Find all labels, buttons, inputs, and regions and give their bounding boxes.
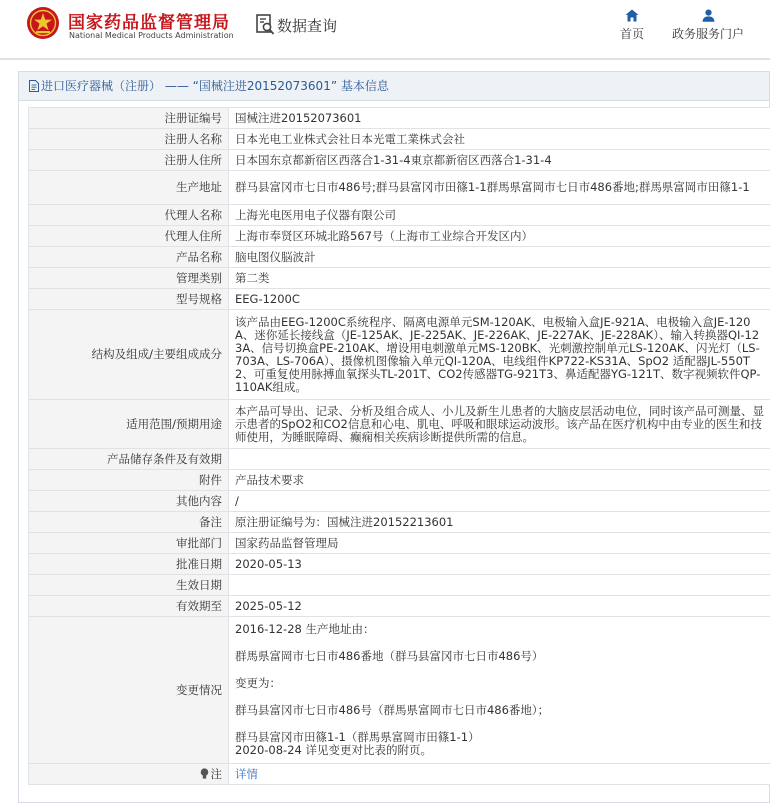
table-row [29, 596, 770, 617]
row-label: 代理人名称 [29, 205, 229, 226]
row-label: 代理人住所 [29, 226, 229, 247]
table-row [29, 575, 770, 596]
table-row [29, 400, 770, 449]
row-value: 群马县富冈市七日市486号;群马县富冈市田篠1-1群馬県富岡市七日市486番地;群馬県富岡市田篠1-1 [229, 171, 770, 205]
table-row [29, 310, 770, 400]
table-row-note [29, 764, 770, 785]
row-label: 附件 [29, 470, 229, 491]
row-value: EEG-1200C [229, 289, 770, 310]
site-title-en: National Medical Products Administration [69, 31, 234, 40]
row-label: 生效日期 [29, 575, 229, 596]
row-label: 注册人住所 [29, 150, 229, 171]
table-row [29, 247, 770, 268]
table-row [29, 205, 770, 226]
emblem-logo-icon [26, 6, 60, 40]
row-value: 第二类 [229, 268, 770, 289]
site-header [0, 0, 770, 58]
row-label: 管理类别 [29, 268, 229, 289]
row-value: 2025-05-12 [229, 596, 770, 617]
row-label: 适用范围/预期用途 [29, 400, 229, 449]
table-row [29, 171, 770, 205]
search-document-icon [256, 14, 275, 36]
row-value: 原注册证编号为：国械注进20152213601 [229, 512, 770, 533]
row-label: 产品名称 [29, 247, 229, 268]
change-line: 2016-12-28 生产地址由： [235, 622, 375, 636]
table-row [29, 129, 770, 150]
row-label: 产品储存条件及有效期 [29, 449, 229, 470]
change-line: 群馬県富岡市七日市486番地（群马县富冈市七日市486号） [235, 649, 544, 663]
row-label: 审批部门 [29, 533, 229, 554]
table-row [29, 108, 770, 129]
table-row [29, 268, 770, 289]
row-value: 上海市奉贤区环城北路567号（上海市工业综合开发区内） [229, 226, 770, 247]
site-title-cn: 国家药品监督管理局 [68, 13, 230, 33]
registration-info-table [28, 107, 770, 785]
row-value [229, 575, 770, 596]
table-row [29, 533, 770, 554]
header-divider [0, 58, 770, 60]
row-value: 上海光电医用电子仪器有限公司 [229, 205, 770, 226]
change-line: 群马县富冈市七日市486号（群馬県富岡市七日市486番地）； [235, 703, 550, 717]
nav-portal-label: 政务服务门户 [671, 27, 744, 41]
table-row [29, 470, 770, 491]
row-label: 备注 [29, 512, 229, 533]
panel-title-text: 进口医疗器械（注册） —— “国械注进20152073601” 基本信息 [41, 79, 389, 93]
user-icon [702, 9, 715, 22]
nav-service-portal[interactable] [668, 9, 748, 42]
row-value: 日本光电工业株式会社日本光電工業株式会社 [229, 129, 770, 150]
row-label: 生产地址 [29, 171, 229, 205]
row-value: 脑电图仪脳波計 [229, 247, 770, 268]
row-label: 型号规格 [29, 289, 229, 310]
change-line: 变更为： [235, 676, 281, 690]
row-label: 有效期至 [29, 596, 229, 617]
row-label: 批准日期 [29, 554, 229, 575]
table-row [29, 554, 770, 575]
row-label: 注册证编号 [29, 108, 229, 129]
change-line: 群马县富冈市田篠1-1（群馬県富岡市田篠1-1） [235, 730, 480, 744]
table-row [29, 226, 770, 247]
table-row [29, 289, 770, 310]
table-row [29, 150, 770, 171]
document-icon [29, 80, 39, 92]
note-value [229, 764, 770, 785]
change-history-label: 变更情况 [29, 617, 229, 764]
table-row-change-history [29, 617, 770, 764]
row-value [229, 449, 770, 470]
details-link[interactable]: 详情 [235, 766, 258, 781]
nav-home-label: 首页 [619, 27, 644, 41]
row-label: 注册人名称 [29, 129, 229, 150]
data-query-title: 数据查询 [277, 17, 338, 35]
lightbulb-icon [200, 768, 209, 780]
table-row [29, 491, 770, 512]
note-label-cell [29, 764, 229, 785]
change-history-value [229, 617, 770, 764]
row-value: 本产品可导出、记录、分析及组合成人、小儿及新生儿患者的大脑皮层活动电位，同时该产品可测量、显示患者的SpO2和CO2信息和心电、肌电、呼吸和眼球运动波形。该产品在医疗机构中由专业的医生和技师使用，为睡眠障碍、癫痫相关疾病诊断提供所需的信息。 [229, 400, 770, 449]
row-value: 国械注进20152073601 [229, 108, 770, 129]
home-icon [625, 9, 639, 22]
row-label: 结构及组成/主要组成成分 [29, 310, 229, 400]
table-row [29, 512, 770, 533]
change-line: 2020-08-24 详见变更对比表的附页。 [235, 743, 432, 757]
row-value: 该产品由EEG-1200C系统程序、隔离电源单元SM-120AK、电极输入盒JE-921A、电极输入盒JE-120A、迷你延长接线盒（JE-125AK、JE-225AK、JE-226AK、JE-227AK、JE-228AK）、输入转换器QI-123A、信号切换盒PE-210AK、增设用电刺激单元MS-120BK、光刺激控制单元LS-120AK、闪光灯（LS-703A、LS-706A）、摄像机图像输入单元QI-120A、电线组件KP722-KS31A、SpO2 适配器JL-550T2、可重复使用脉搏血氧探头TL-201T、CO2传感器TG-921T3、鼻适配器YG-121T、数字视频软件QP-110AK组成。 [229, 310, 770, 400]
note-label: 注 [210, 766, 222, 781]
panel-title [19, 72, 769, 101]
row-value: 2020-05-13 [229, 554, 770, 575]
detail-panel [18, 71, 770, 803]
row-label: 其他内容 [29, 491, 229, 512]
row-value: 日本国东京都新宿区西落合1-31-4東京都新宿区西落合1-31-4 [229, 150, 770, 171]
nav-home[interactable] [614, 9, 650, 42]
row-value: 产品技术要求 [229, 470, 770, 491]
row-value: / [229, 491, 770, 512]
table-row [29, 449, 770, 470]
row-value: 国家药品监督管理局 [229, 533, 770, 554]
